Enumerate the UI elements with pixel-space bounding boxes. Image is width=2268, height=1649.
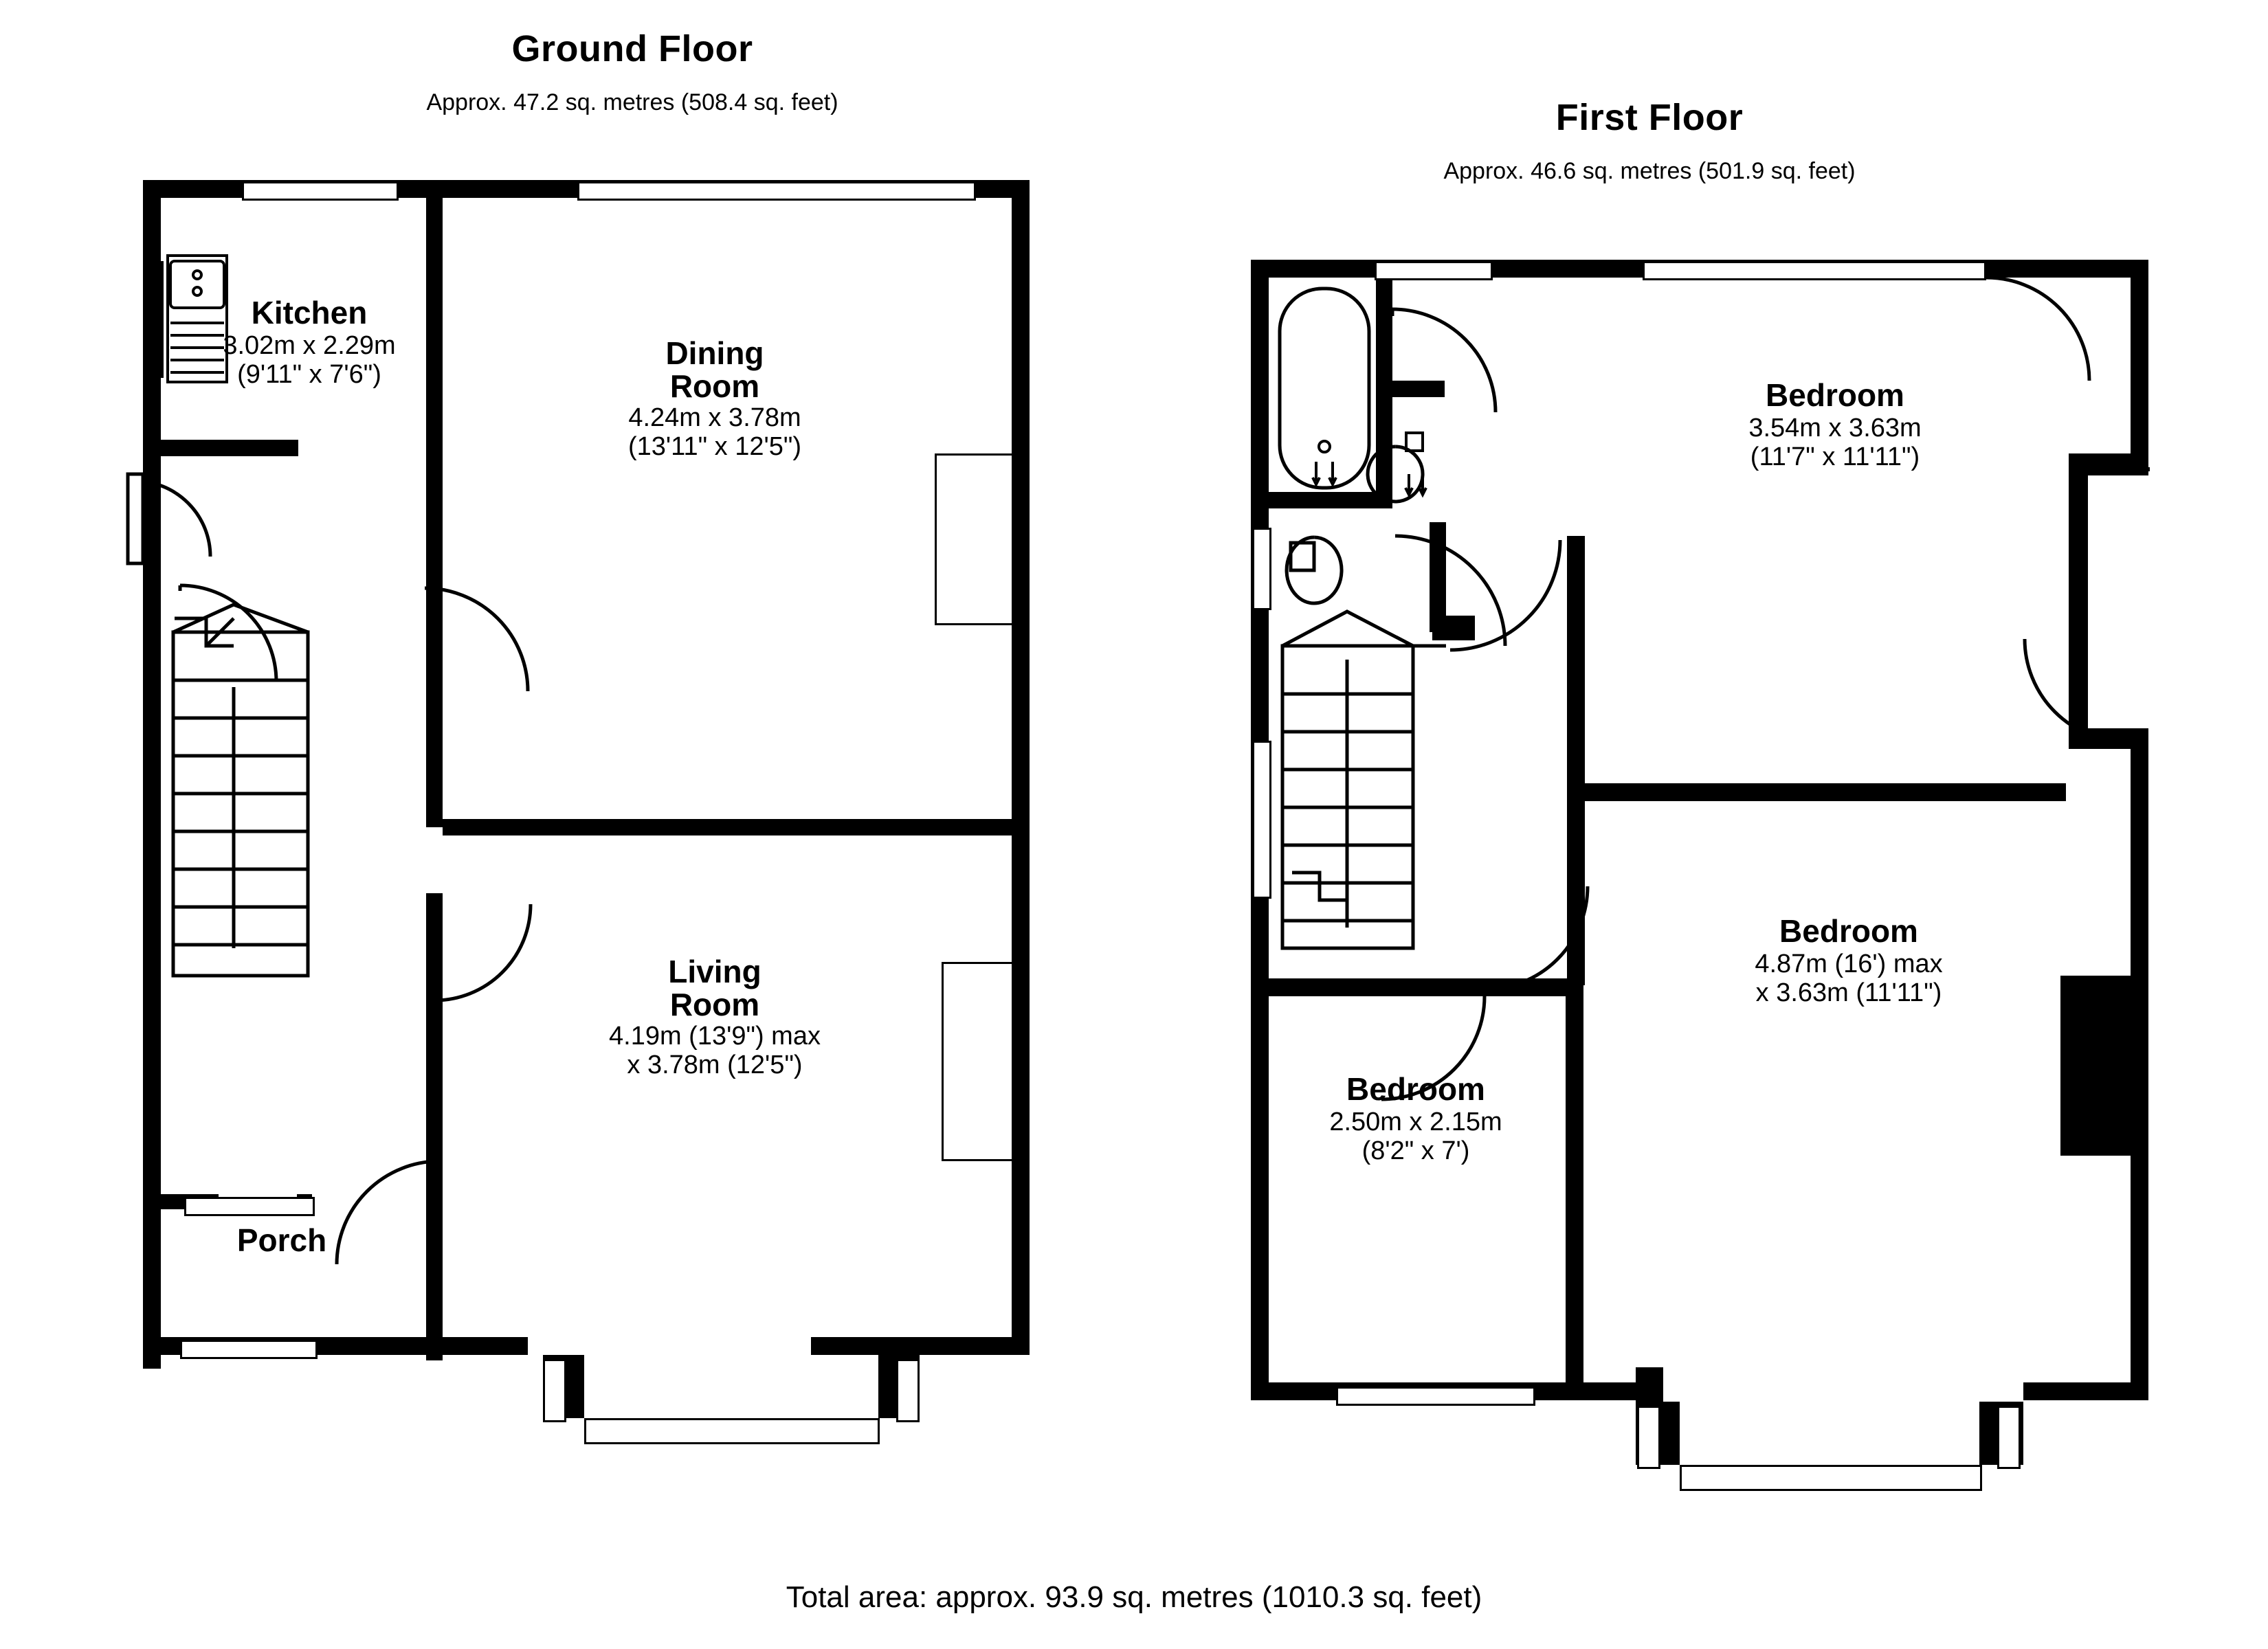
total-area-text: Total area: approx. 93.9 sq. metres (1010.3 sq. feet) [786, 1580, 1482, 1614]
first-wall-bath-right [1376, 260, 1392, 507]
bedroom3-dim-metric: 2.50m x 2.15m [1329, 1107, 1502, 1136]
bedroom1-dim-imperial: (11'7" x 11'11") [1750, 442, 1920, 472]
ground-living-chimney [942, 962, 944, 1161]
first-nib-landing-b [1432, 625, 1475, 640]
bedroom1-dim-metric: 3.54m x 3.63m [1748, 413, 1922, 442]
ground-window-dining [577, 181, 976, 201]
first-wall-right-mid [2069, 453, 2088, 742]
first-wall-bed3-top [1251, 978, 1581, 996]
first-wall-bed3-right [1566, 978, 1583, 1398]
bedroom2-dim-imperial: x 3.63m (11'11") [1755, 978, 1942, 1008]
first-window-landing-upper [1252, 528, 1271, 610]
ground-nib-hall-2 [426, 973, 443, 1000]
ground-dining-chimney-top [935, 453, 1013, 456]
ground-wall-dining-living [443, 819, 1020, 835]
ground-living-chimney-top [942, 962, 1013, 964]
first-window-bedroom1 [1643, 261, 1986, 280]
ground-living-chimney-bottom [942, 1159, 1013, 1161]
first-window-landing-lower [1252, 741, 1271, 899]
first-nib-landing-a [1392, 381, 1445, 397]
room-label-dining [536, 337, 893, 462]
room-label-living [522, 955, 907, 1080]
living-name-line1: Living [668, 954, 761, 989]
room-label-bedroom-1 [1649, 378, 2021, 472]
ground-window-porch-bottom [180, 1340, 318, 1359]
bedroom1-name: Bedroom [1766, 377, 1904, 413]
ground-wall-right [1012, 180, 1030, 1355]
first-wall-right-upper [2131, 260, 2148, 466]
ground-window-kitchen [242, 181, 399, 201]
room-label-bedroom-2 [1663, 914, 2034, 1008]
kitchen-dim-imperial: (9'11" x 7'6") [237, 360, 381, 390]
first-bay-side-window-left [1637, 1406, 1660, 1469]
first-wall-bath-bottom [1251, 492, 1392, 508]
bedroom2-name: Bedroom [1779, 913, 1918, 949]
room-label-bedroom-3 [1265, 1072, 1567, 1166]
first-bay-window [1680, 1465, 1982, 1491]
kitchen-dim-metric: 3.02m x 2.29m [223, 330, 396, 360]
kitchen-name: Kitchen [251, 295, 368, 330]
first-nib-bed2-door [1567, 954, 1585, 985]
first-window-bathroom [1375, 261, 1493, 280]
ground-nib-hall-1 [426, 790, 443, 827]
ground-wall-hall-dining [426, 440, 443, 797]
first-window-bedroom2-side [2132, 467, 2150, 471]
bedroom3-dim-imperial: (8'2" x 7') [1361, 1136, 1470, 1166]
ground-bay-side-window-left [543, 1359, 566, 1422]
ground-floor-subtitle: Approx. 47.2 sq. metres (508.4 sq. feet) [426, 89, 838, 115]
ground-floor-title: Ground Floor [511, 28, 753, 69]
room-label-porch [165, 1223, 399, 1259]
living-name-line2: Room [669, 987, 760, 1023]
first-wall-bottom-bay-right [2023, 1382, 2148, 1400]
porch-name: Porch [236, 1222, 327, 1258]
ground-dining-chimney [935, 453, 937, 625]
ground-dining-chimney-bottom [935, 623, 1013, 625]
living-dim-imperial: x 3.78m (12'5") [627, 1051, 803, 1080]
first-wall-bed1-bottom [1585, 783, 2066, 801]
first-wall-landing-right [1567, 536, 1585, 962]
ground-wall-kitchen-bottom [143, 440, 298, 456]
first-chimney-block [2060, 976, 2137, 1156]
living-dim-metric: 4.19m (13'9") max [609, 1021, 821, 1051]
dining-dim-metric: 4.24m x 3.78m [628, 403, 801, 432]
ground-window-porch-left [184, 1197, 315, 1216]
ground-bay-side-window-right [896, 1359, 920, 1422]
bedroom3-name: Bedroom [1346, 1071, 1485, 1107]
first-nib-bath-door [1512, 260, 1564, 278]
ground-wall-left [143, 180, 161, 1369]
dining-dim-imperial: (13'11" x 12'5") [627, 432, 802, 462]
first-floor-subtitle: Approx. 46.6 sq. metres (501.9 sq. feet) [1443, 158, 1856, 184]
kitchen-worktop [161, 261, 164, 378]
ground-bay-window [584, 1418, 880, 1444]
first-floor-title: First Floor [1555, 97, 1744, 138]
first-bay-side-window-right [1997, 1406, 2021, 1469]
ground-wall-hall-dining-lower [426, 893, 443, 1360]
ground-nib-kitchen-door [143, 455, 161, 579]
ground-wall-bottom-right [811, 1337, 1030, 1355]
room-label-kitchen [165, 295, 454, 390]
first-nib-bed3-door [1485, 978, 1526, 996]
first-window-bedroom3 [1336, 1387, 1535, 1406]
dining-name-line1: Dining [665, 335, 764, 371]
bedroom2-dim-metric: 4.87m (16') max [1755, 949, 1943, 978]
dining-name-line2: Room [669, 368, 760, 405]
